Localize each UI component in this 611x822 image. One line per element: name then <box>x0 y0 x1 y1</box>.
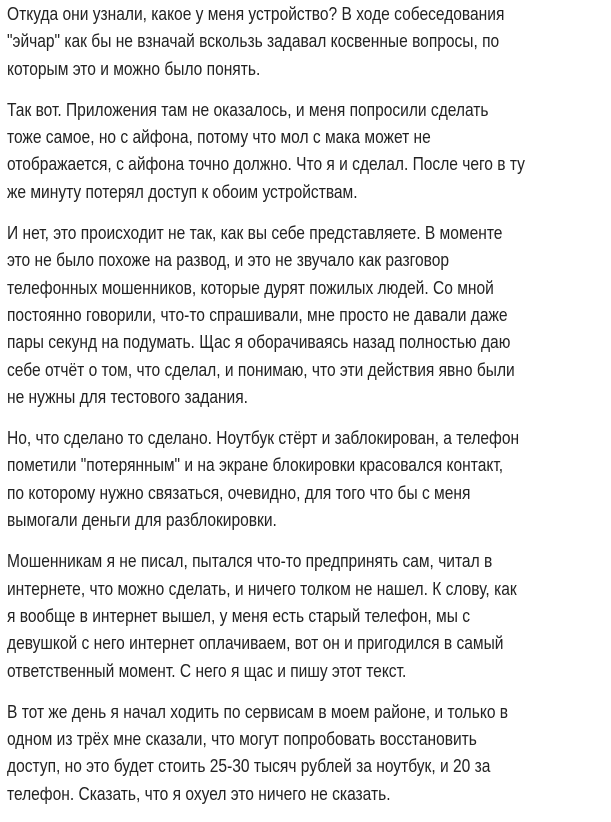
text-line: пары секунд на подумать. Щас я оборачиваясь назад полностью даю <box>7 332 511 353</box>
paragraph-6 <box>7 699 606 808</box>
paragraph-5 <box>7 548 606 684</box>
text-line: "эйчар" как бы не взначай вскользь задавал косвенные вопросы, по <box>7 31 500 52</box>
paragraph-2 <box>7 97 606 206</box>
paragraph-4 <box>7 425 606 534</box>
text-line: интернете, что можно сделать, и ничего толком не нашел. К слову, как <box>7 578 517 599</box>
text-line: ответственный момент. С него я щас и пишу этот текст. <box>7 660 407 681</box>
text-line: себе отчёт о том, что сделал, и понимаю, что эти действия явно были <box>7 359 515 380</box>
text-line: не нужны для тестового задания. <box>7 386 248 407</box>
text-line: Откуда они узнали, какое у меня устройство? В ходе собеседования <box>7 4 505 24</box>
text-line: я вообще в интернет вышел, у меня есть старый телефон, мы с <box>7 605 471 626</box>
text-line: вымогали деньги для разблокировки. <box>7 510 277 531</box>
text-line: телефонных мошенников, которые дурят пожилых людей. Со мной <box>7 277 494 298</box>
text-line: тоже самое, но с айфона, потому что мол с мака может не <box>7 127 431 148</box>
text-line: В тот же день я начал ходить по сервисам в моем районе, и только в <box>7 701 509 722</box>
text-line: доступ, но это будет стоить 25-30 тысяч рублей за ноутбук, и 20 за <box>7 756 491 777</box>
text-line: по которому нужно связаться, очевидно, для того что бы с меня <box>7 482 471 503</box>
paragraph-3 <box>7 220 606 411</box>
text-line: девушкой с него интернет оплачиваем, вот он и пригодился в самый <box>7 633 504 654</box>
text-line: же минуту потерял доступ к обоим устройствам. <box>7 181 358 202</box>
text-line: И нет, это происходит не так, как вы себе представляете. В моменте <box>7 223 503 244</box>
text-line: одном из трёх мне сказали, что могут попробовать восстановить <box>7 729 477 750</box>
text-line: пометили "потерянным" и на экране блокировки красовался контакт, <box>7 455 504 476</box>
text-line: Но, что сделано то сделано. Ноутбук стёрт и заблокирован, а телефон <box>7 428 520 449</box>
text-line: постоянно говорили, что-то спрашивали, мне просто не давали даже <box>7 304 508 325</box>
text-line: которым это и можно было понять. <box>7 58 261 79</box>
paragraph-1 <box>7 1 606 83</box>
text-line: телефон. Сказать, что я охуел это ничего не сказать. <box>7 783 391 804</box>
article-body <box>7 1 606 822</box>
text-line: Так вот. Приложения там не оказалось, и меня попросили сделать <box>7 99 489 120</box>
text-line: Мошенникам я не писал, пытался что-то предпринять сам, читал в <box>7 551 493 572</box>
text-line: это не было похоже на развод, и это не звучало как разговор <box>7 250 450 271</box>
text-line: отображается, с айфона точно должно. Что я и сделал. После чего в ту <box>7 154 525 175</box>
